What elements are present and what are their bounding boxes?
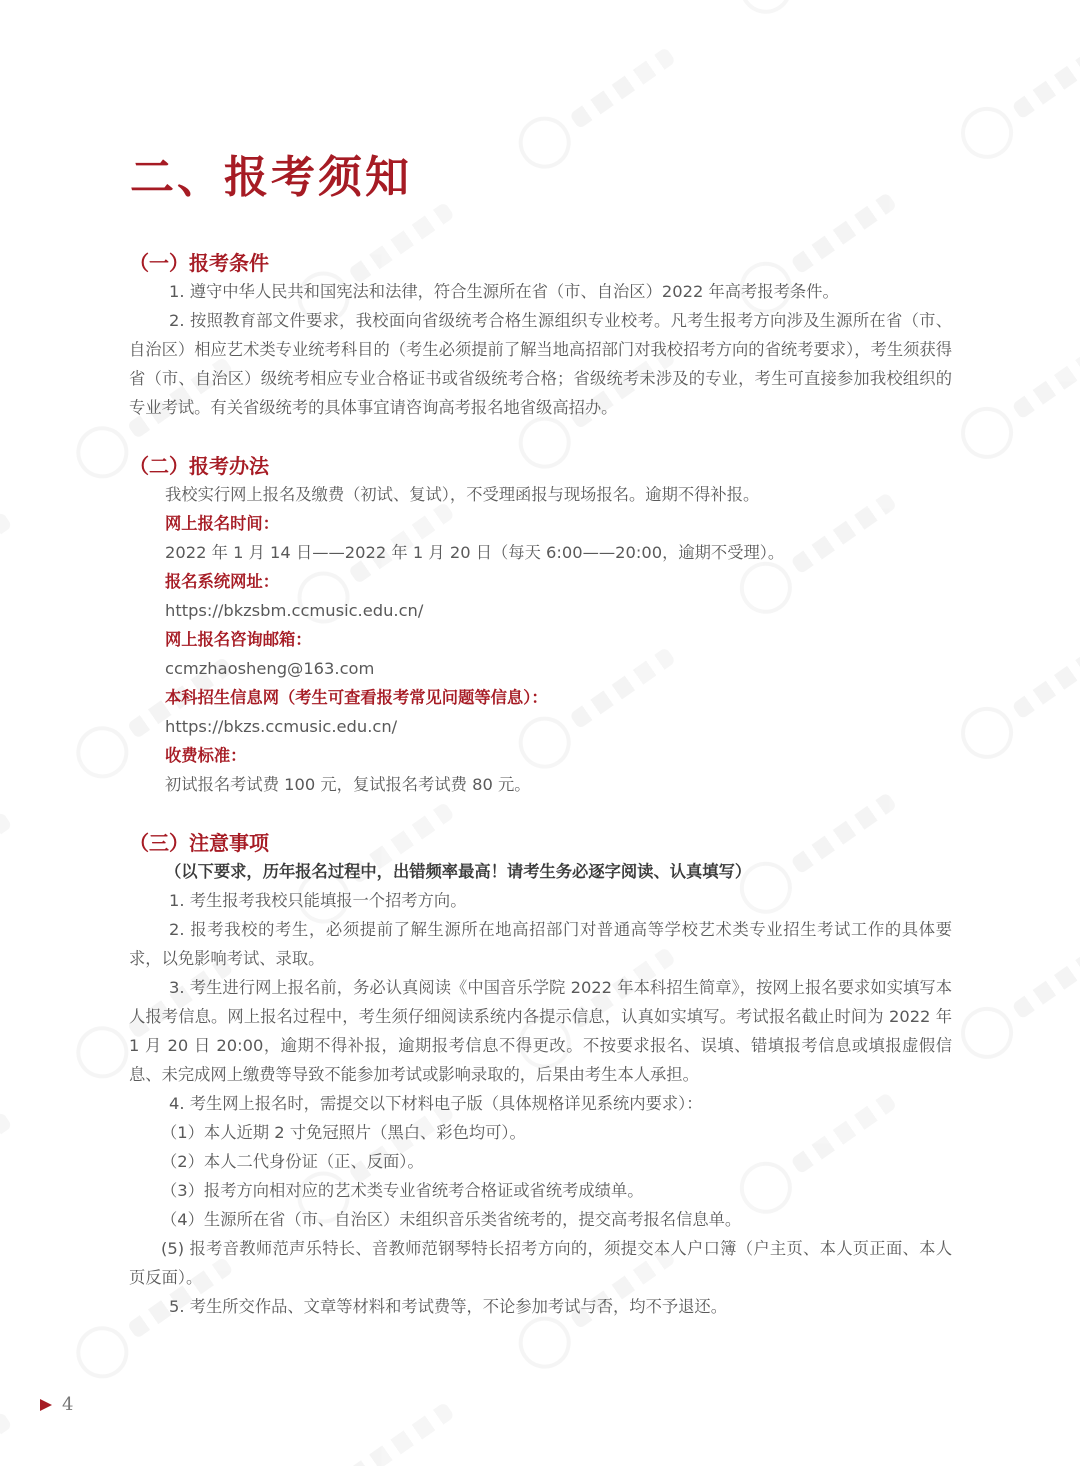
section-requirements	[129, 249, 952, 422]
material-item: (5) 报考音教师范声乐特长、音教师范钢琴特长招考方向的，须提交本人户口簿（户主页、本人页正面、本人页反面）。	[129, 1239, 952, 1287]
paragraph: 2. 报考我校的考生，必须提前了解生源所在地高招部门对普通高等学校艺术类专业招生考试工作的具体要求，以免影响考试、录取。	[129, 920, 952, 968]
material-item: （1）本人近期 2 寸免冠照片（黑白、彩色均可）。	[161, 1123, 526, 1142]
registration-time-value: 2022 年 1 月 14 日——2022 年 1 月 20 日（每天 6:00——20:00，逾期不受理）。	[165, 543, 785, 562]
section-registration-method	[129, 452, 952, 799]
page-number: 4	[62, 1394, 74, 1415]
section-heading: （一）报考条件	[129, 251, 269, 275]
paragraph: 2. 按照教育部文件要求，我校面向省级统考合格生源组织专业校考。凡考生报考方向涉及生源所在省（市、自治区）相应艺术类专业统考科目的（考生必须提前了解当地高招部门对我校招考方向的省统考要求），考生须获得省（市、自治区）级统考相应专业合格证书或省级统考合格；省级统考未涉及的专业，考生可直接参加我校组织的专业考试。有关省级统考的具体事宜请咨询高考报名地省级高招办。	[129, 311, 952, 417]
section-heading: （二）报考办法	[129, 454, 269, 478]
email-link[interactable]: ccmzhaosheng@163.com	[165, 659, 375, 678]
registration-time-label: 网上报名时间：	[165, 514, 279, 533]
fee-label: 收费标准：	[165, 746, 247, 765]
material-item: （4）生源所在省（市、自治区）未组织音乐类省统考的，提交高考报名信息单。	[161, 1210, 742, 1229]
paragraph: 1. 考生报考我校只能填报一个招考方向。	[169, 891, 467, 910]
paragraph: 3. 考生进行网上报名前，务必认真阅读《中国音乐学院 2022 年本科招生简章》，按网上报名要求如实填写本人报考信息。网上报名过程中，考生须仔细阅读系统内各提示信息，认真如实填写。考试报名截止时间为 2022 年 1 月 20 日 20:00，逾期不得补报，逾期报考信息不得更改。不按要求报名、误填、错填报考信息或填报虚假信息、未完成网上缴费等导致不能参加考试或影响录取的，后果由考生本人承担。	[129, 978, 952, 1084]
system-url-link[interactable]: https://bkzsbm.ccmusic.edu.cn/	[165, 601, 424, 620]
paragraph: 5. 考生所交作品、文章等材料和考试费等，不论参加考试与否，均不予退还。	[169, 1297, 727, 1316]
paragraph: 1. 遵守中华人民共和国宪法和法律，符合生源所在省（市、自治区）2022 年高考报考条件。	[169, 282, 839, 301]
email-label: 网上报名咨询邮箱：	[165, 630, 312, 649]
paragraph: 我校实行网上报名及缴费（初试、复试），不受理函报与现场报名。逾期不得补报。	[165, 485, 760, 504]
triangle-arrow-icon	[40, 1399, 52, 1411]
section-heading: （三）注意事项	[129, 831, 269, 855]
important-notice: （以下要求，历年报名过程中，出错频率最高！请考生务必逐字阅读、认真填写）	[165, 862, 752, 881]
fee-value: 初试报名考试费 100 元，复试报名考试费 80 元。	[165, 775, 531, 794]
material-item: （3）报考方向相对应的艺术类专业省统考合格证或省统考成绩单。	[161, 1181, 644, 1200]
system-url-label: 报名系统网址：	[165, 572, 279, 591]
material-item: （2）本人二代身份证（正、反面）。	[161, 1152, 424, 1171]
info-site-link[interactable]: https://bkzs.ccmusic.edu.cn/	[165, 717, 398, 736]
page-title: 二、报考须知	[130, 152, 412, 203]
page-footer	[40, 1394, 73, 1415]
section-notes	[129, 829, 952, 1321]
paragraph: 4. 考生网上报名时，需提交以下材料电子版（具体规格详见系统内要求）：	[169, 1094, 703, 1113]
info-site-label: 本科招生信息网（考生可查看报考常见问题等信息）：	[165, 688, 548, 707]
